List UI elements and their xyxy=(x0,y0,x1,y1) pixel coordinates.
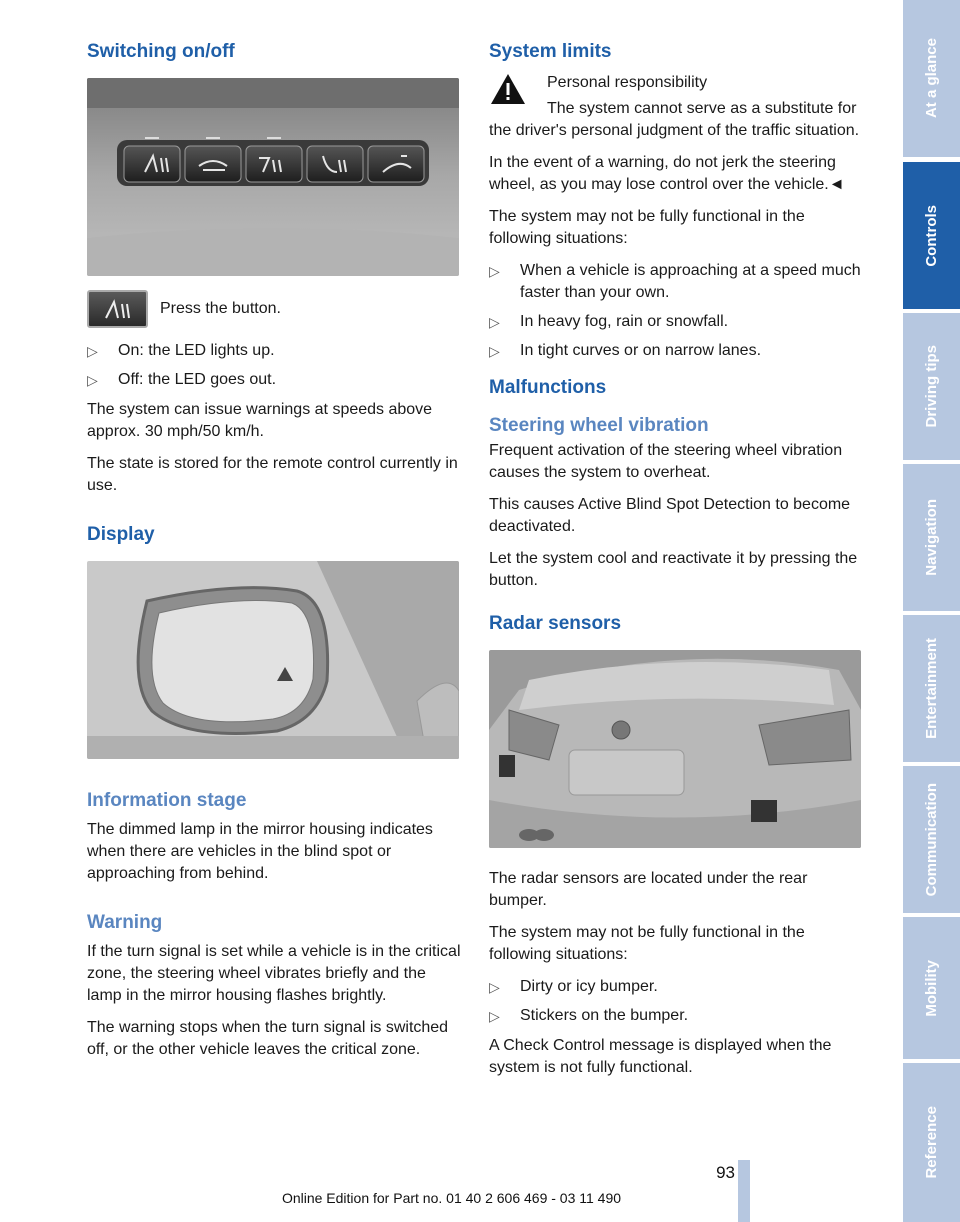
figure-button-panel xyxy=(87,78,459,276)
paragraph-state: The state is stored for the remote control currently in use. xyxy=(87,455,458,494)
paragraph-jerk: In the event of a warning, do not jerk the steering wheel, as you may lose control over the vehicle.◄ xyxy=(489,154,845,193)
list-item: ▷ Off: the LED goes out. xyxy=(87,369,461,391)
warning-triangle-icon xyxy=(489,72,527,106)
figure-mirror xyxy=(87,561,459,759)
paragraph-check-control: A Check Control message is displayed when the system is not fully functional. xyxy=(489,1037,832,1076)
paragraph-radar-2: The system may not be fully functional in the following situations: xyxy=(489,924,805,963)
tab-mobility[interactable]: Mobility xyxy=(903,917,960,1059)
tab-communication[interactable]: Communication xyxy=(903,766,960,913)
bullet-icon: ▷ xyxy=(489,979,500,995)
list-item: ▷ In tight curves or on narrow lanes. xyxy=(489,340,863,362)
press-button-text: Press the button. xyxy=(160,300,281,317)
paragraph-not-fully-functional: The system may not be fully functional in the following situations: xyxy=(489,208,805,247)
mirror-image xyxy=(87,561,459,759)
warning-title: Personal responsibility xyxy=(547,74,708,91)
limits-list xyxy=(489,260,863,362)
chapter-tabs xyxy=(903,0,960,1222)
paragraph-radar-1: The radar sensors are located under the rear bumper. xyxy=(489,870,808,909)
bullet-icon: ▷ xyxy=(489,1008,500,1024)
list-item: ▷ Dirty or icy bumper. xyxy=(489,976,863,998)
tab-at-a-glance[interactable]: At a glance xyxy=(903,0,960,157)
page-number: 93 xyxy=(716,1163,735,1182)
heading-system-limits: System limits xyxy=(489,41,612,62)
paragraph-speeds: The system can issue warnings at speeds above approx. 30 mph/50 km/h. xyxy=(87,401,433,440)
bullet-icon: ▷ xyxy=(489,343,500,359)
right-column xyxy=(489,40,863,1089)
bullet-icon: ▷ xyxy=(489,314,500,330)
list-item: ▷ On: the LED lights up. xyxy=(87,340,461,362)
tab-reference[interactable]: Reference xyxy=(903,1063,960,1222)
heading-information-stage: Information stage xyxy=(87,790,247,811)
on-off-list xyxy=(87,340,461,391)
warning-text: The system cannot serve as a substitute for the driver's personal judgment of the traffic situation. xyxy=(489,100,860,139)
list-item: ▷ When a vehicle is approaching at a speed much faster than your own. xyxy=(489,262,861,301)
bullet-icon: ▷ xyxy=(87,372,98,388)
bullet-icon: ▷ xyxy=(489,263,500,279)
button-panel-image xyxy=(87,78,459,276)
heading-display: Display xyxy=(87,524,155,545)
heading-malfunctions: Malfunctions xyxy=(489,377,607,398)
lane-button-icon xyxy=(87,290,148,328)
figure-car-rear xyxy=(489,650,861,848)
heading-steering-vibration: Steering wheel vibration xyxy=(489,415,709,436)
heading-radar-sensors: Radar sensors xyxy=(489,613,622,634)
left-column xyxy=(87,40,461,1071)
paragraph-vibration-2: This causes Active Blind Spot Detection to become deactivated. xyxy=(489,496,851,535)
press-button-row xyxy=(87,290,461,328)
heading-warning: Warning xyxy=(87,912,163,933)
tab-controls[interactable]: Controls xyxy=(903,162,960,309)
paragraph-vibration-1: Frequent activation of the steering wheel vibration causes the system to overheat. xyxy=(489,442,843,481)
list-item: ▷ In heavy fog, rain or snowfall. xyxy=(489,311,863,333)
list-item: ▷ Stickers on the bumper. xyxy=(489,1005,863,1027)
tab-driving-tips[interactable]: Driving tips xyxy=(903,313,960,460)
radar-list xyxy=(489,976,863,1027)
paragraph-warning-2: The warning stops when the turn signal is switched off, or the other vehicle leaves the critical zone. xyxy=(87,1019,449,1058)
warning-block xyxy=(489,72,863,142)
heading-switching: Switching on/off xyxy=(87,41,235,62)
paragraph-warning-1: If the turn signal is set while a vehicle is in the critical zone, the steering wheel vibrates briefly and the lamp in the mirror housing flashes brightly. xyxy=(87,943,461,1004)
bullet-icon: ▷ xyxy=(87,343,98,359)
car-rear-image xyxy=(489,650,861,848)
paragraph-info: The dimmed lamp in the mirror housing indicates when there are vehicles in the blind spot or approaching from behind. xyxy=(87,821,433,882)
footer-text: Online Edition for Part no. 01 40 2 606 469 - 03 11 490 xyxy=(281,1190,622,1206)
tab-navigation[interactable]: Navigation xyxy=(903,464,960,611)
paragraph-vibration-3: Let the system cool and reactivate it by pressing the button. xyxy=(489,550,858,589)
tab-entertainment[interactable]: Entertainment xyxy=(903,615,960,762)
